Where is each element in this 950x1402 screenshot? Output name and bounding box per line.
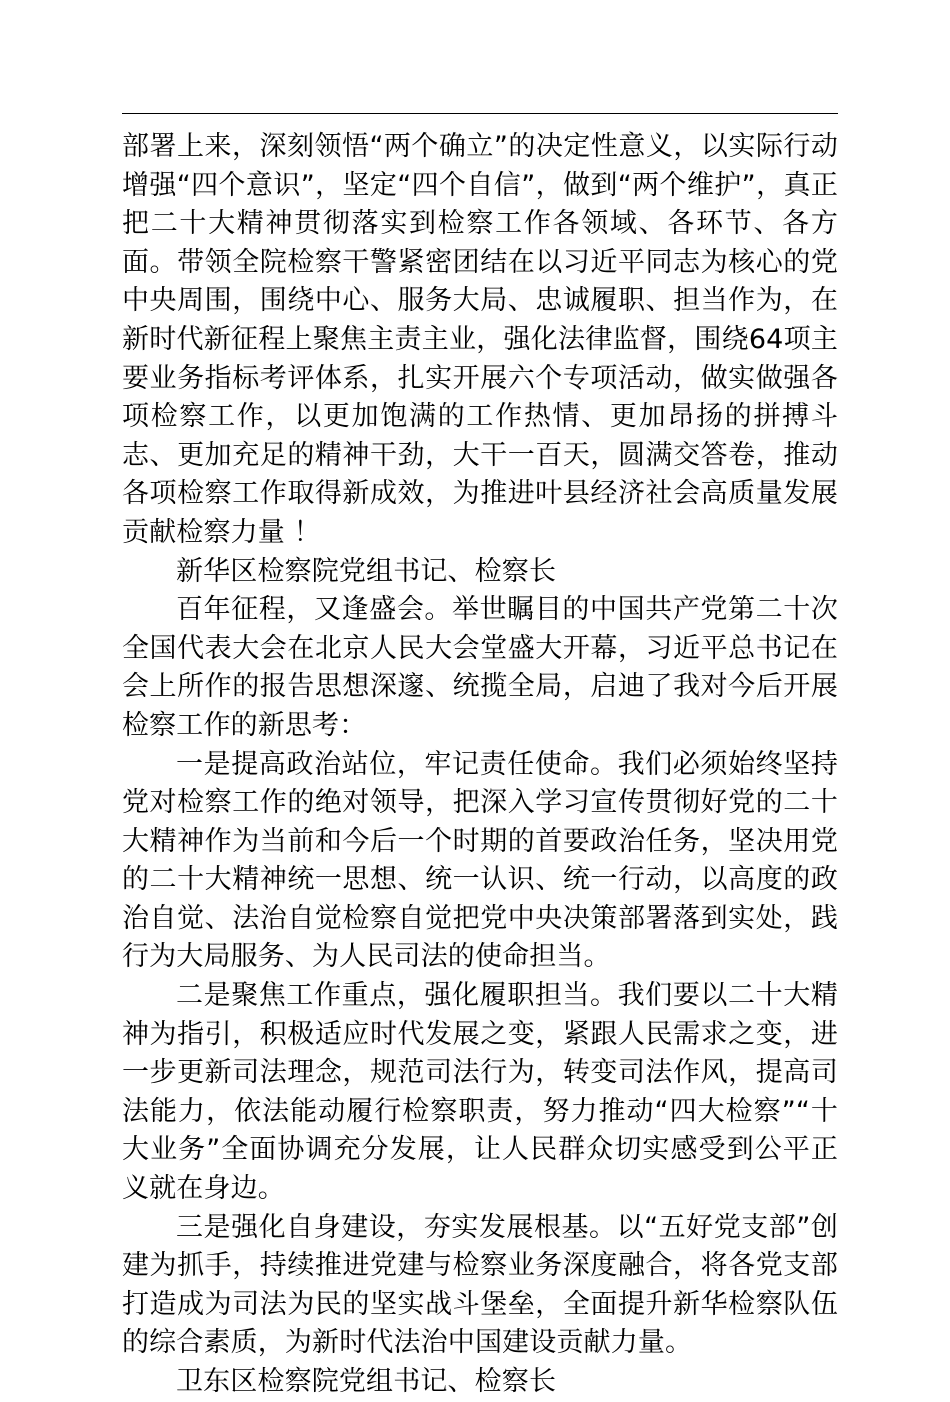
paragraph-point-two: 二是聚焦工作重点，强化履职担当。我们要以二十大精神为指引，积极适应时代发展之变，紧跟人民需求之变，进一步更新司法理念，规范司法行为，转变司法作风，提高司法能力，依法能动履行检察职责，努力推动“四大检察”“十大业务”全面协调充分发展，让人民群众切实感受到公平正义就在身边。 — [122, 980, 838, 1205]
document-body — [122, 128, 838, 1402]
paragraph-point-three: 三是强化自身建设，夯实发展根基。以“五好党支部”创建为抓手，持续推进党建与检察业务深度融合，将各党支部打造成为司法为民的坚实战斗堡垒，全面提升新华检察队伍的综合素质，为新时代法治中国建设贡献力量。 — [122, 1211, 838, 1359]
header-rule — [122, 113, 838, 114]
paragraph-point-one: 一是提高政治站位，牢记责任使命。我们必须始终坚持党对检察工作的绝对领导，把深入学习宣传贯彻好党的二十大精神作为当前和今后一个时期的首要政治任务，坚决用党的二十大精神统一思想、统一认识、统一行动，以高度的政治自觉、法治自觉检察自觉把党中央决策部署落到实处，践行为大局服务、为人民司法的使命担当。 — [122, 748, 838, 973]
speaker-heading-weidong: 卫东区检察院党组书记、检察长 — [176, 1366, 557, 1397]
paragraph-intro: 百年征程，又逢盛会。举世瞩目的中国共产党第二十次全国代表大会在北京人民大会堂盛大开幕，习近平总书记在会上所作的报告思想深邃、统揽全局，启迪了我对今后开展检察工作的新思考： — [122, 594, 838, 741]
paragraph-continuation: 部署上来，深刻领悟“两个确立”的决定性意义，以实际行动增强“四个意识”，坚定“四个自信”，做到“两个维护”，真正把二十大精神贯彻落实到检察工作各领域、各环节、各方面。带领全院检察干警紧密团结在以习近平同志为核心的党中央周围，围绕中心、服务大局、忠诚履职、担当作为，在新时代新征程上聚焦主责主业，强化法律监督，围绕64项主要业务指标考评体系，扎实开展六个专项活动，做实做强各项检察工作，以更加饱满的工作热情、更加昂扬的拼搏斗志、更加充足的精神干劲，大干一百天，圆满交答卷，推动各项检察工作取得新成效，为推进叶县经济社会高质量发展贡献检察力量 ！ — [122, 131, 838, 548]
speaker-heading-xinhua: 新华区检察院党组书记、检察长 — [176, 555, 557, 587]
